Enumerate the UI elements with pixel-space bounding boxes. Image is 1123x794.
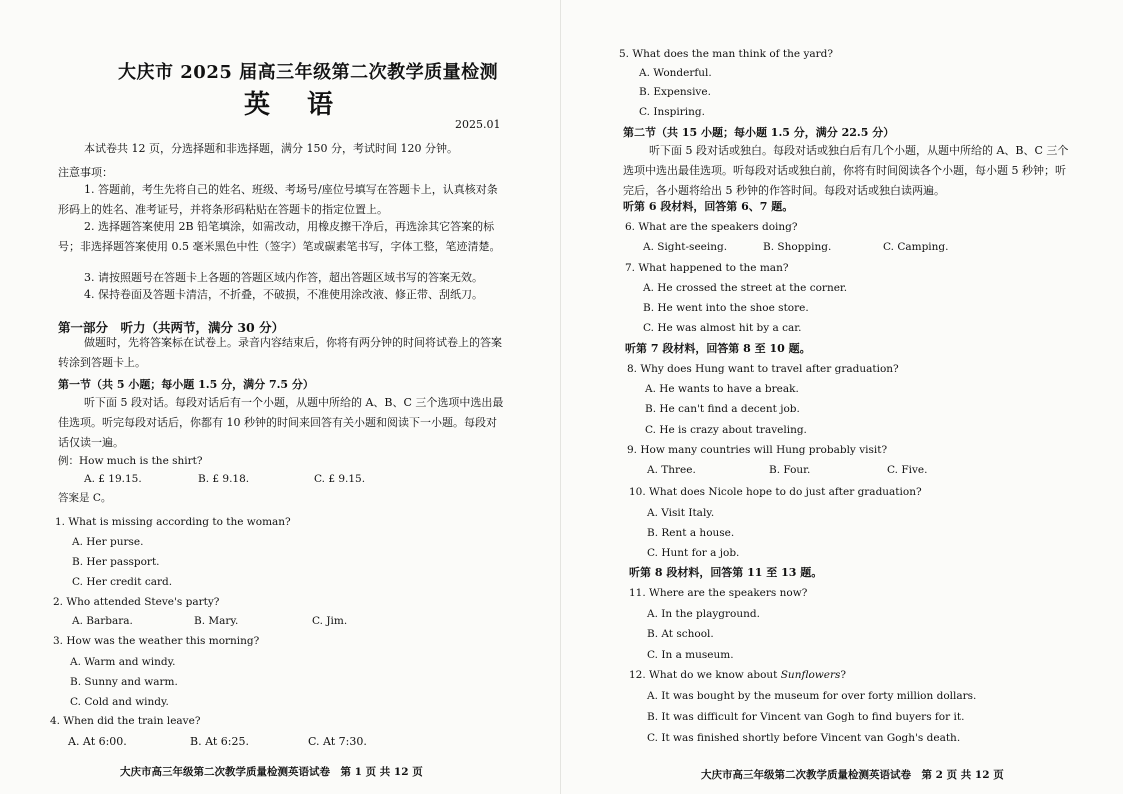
q10-option-b: B. Rent a house. [647,527,735,539]
q4-option-c: C. At 7:30. [308,735,367,748]
q8-option-b: B. He can't find a decent job. [645,403,800,415]
note-3: 3. 请按照题号在答题卡上各题的答题区域内作答，超出答题区域书写的答案无效。 [84,271,483,284]
q5-option-c: C. Inspiring. [639,106,705,118]
question-5: 5. What does the man think of the yard? [619,48,834,60]
question-6: 6. What are the speakers doing? [625,221,798,233]
question-8: 8. Why does Hung want to travel after graduation? [627,363,899,375]
q12-option-b: B. It was difficult for Vincent van Gogh to find buyers for it. [647,711,965,723]
q7-option-b: B. He went into the shoe store. [643,302,809,314]
q11-option-b: B. At school. [647,628,714,640]
note-1: 1. 答题前，考生先将自己的姓名、班级、考场号/座位号填写在答题卡上，认真核对条形码上的姓名、准考证号，并将条形码粘贴在答题卡的指定位置上。 [58,183,498,216]
q11-option-c: C. In a museum. [647,649,734,661]
question-3: 3. How was the weather this morning? [53,635,260,647]
page-1 [0,0,561,794]
exam-date: 2025.01 [455,118,501,131]
part1-desc: 做题时，先将答案标在试卷上。录音内容结束后，你将有两分钟的时间将试卷上的答案转涂到答题卡上。 [58,336,502,369]
q1-option-a: A. Her purse. [72,536,144,548]
question-11: 11. Where are the speakers now? [629,587,808,599]
q5-option-a: A. Wonderful. [639,67,712,79]
q2-option-a: A. Barbara. [72,615,133,627]
q4-option-b: B. At 6:25. [190,735,249,748]
q9-option-c: C. Five. [887,464,928,476]
q12-option-c: C. It was finished shortly before Vincent van Gogh's death. [647,732,961,744]
q9-option-b: B. Four. [769,464,811,476]
q11-option-a: A. In the playground. [647,608,760,620]
note-4: 4. 保持卷面及答题卡清洁，不折叠，不破损，不准使用涂改液、修正带、刮纸刀。 [84,288,483,301]
part1-title: 第一部分 听力（共两节，满分 30 分） [58,320,285,335]
q8-option-c: C. He is crazy about traveling. [645,424,807,436]
material-8-heading: 听第 8 段材料，回答第 11 至 13 题。 [629,566,823,579]
q8-option-a: A. He wants to have a break. [645,383,799,395]
section1-title: 第一节（共 5 小题；每小题 1.5 分，满分 7.5 分） [58,378,314,391]
q6-option-a: A. Sight-seeing. [643,241,728,253]
q12-text: 12. What do we know about [629,669,781,681]
exam-intro: 本试卷共 12 页，分选择题和非选择题，满分 150 分，考试时间 120 分钟。 [84,142,458,155]
q12-end: ? [840,669,847,681]
example-answer: 答案是 C。 [58,492,112,504]
question-10: 10. What does Nicole hope to do just after graduation? [629,486,922,498]
q3-option-c: C. Cold and windy. [70,696,169,708]
subject-heading: 英 语 [244,90,348,120]
section1-desc: 听下面 5 段对话。每段对话后有一个小题，从题中所给的 A、B、C 三个选项中选出最佳选项。听完每段对话后，你都有 10 秒钟的时间来回答有关小题和阅读下一小题。每段对话仅读一遍。 [58,396,504,449]
q6-option-b: B. Shopping. [763,241,832,253]
q10-option-a: A. Visit Italy. [647,507,715,519]
q6-option-c: C. Camping. [883,241,949,253]
page-footer: 大庆市高三年级第二次教学质量检测英语试卷 第 1 页 共 12 页 [120,766,423,778]
q9-option-a: A. Three. [647,464,696,476]
note-2: 2. 选择题答案使用 2B 铅笔填涂，如需改动，用橡皮擦干净后，再选涂其它答案的标号；非选择题答案使用 0.5 毫米黑色中性（签字）笔或碳素笔书写，字体工整，笔迹清楚。 [58,220,501,253]
example-option-c: C. £ 9.15. [314,473,366,485]
section2-title: 第二节（共 15 小题；每小题 1.5 分，满分 22.5 分） [623,126,895,139]
q12-painting-title: Sunflowers [780,669,841,681]
question-9: 9. How many countries will Hung probably visit? [627,444,888,456]
question-12 [629,668,846,682]
q3-option-a: A. Warm and windy. [70,656,176,668]
q5-option-b: B. Expensive. [639,86,711,98]
exam-title: 大庆市 2025 届高三年级第二次教学质量检测 [118,62,499,83]
question-7: 7. What happened to the man? [625,262,789,274]
question-2: 2. Who attended Steve's party? [53,596,220,608]
q3-option-b: B. Sunny and warm. [70,676,178,688]
q4-option-a: A. At 6:00. [68,735,127,748]
q2-option-b: B. Mary. [194,615,239,627]
material-6-heading: 听第 6 段材料，回答第 6、7 题。 [623,200,794,213]
q12-option-a: A. It was bought by the museum for over forty million dollars. [647,690,977,702]
page-footer: 大庆市高三年级第二次教学质量检测英语试卷 第 2 页 共 12 页 [701,769,1004,781]
page-2 [561,0,1123,794]
notes-title: 注意事项： [58,166,113,179]
question-4: 4. When did the train leave? [50,715,201,727]
q1-option-b: B. Her passport. [72,556,160,568]
q7-option-c: C. He was almost hit by a car. [643,322,802,334]
example-option-b: B. £ 9.18. [198,473,250,485]
section2-desc: 听下面 5 段对话或独白。每段对话或独白后有几个小题，从题中所给的 A、B、C 三个选项中选出最佳选项。听每段对话或独白前，你将有时间阅读各个小题，每小题 5 秒钟；听完后，各小题将给出 5 秒钟的作答时间。每段对话或独白读两遍。 [623,144,1069,197]
material-7-heading: 听第 7 段材料，回答第 8 至 10 题。 [625,342,811,355]
example-option-a: A. £ 19.15. [84,473,142,485]
q10-option-c: C. Hunt for a job. [647,547,740,559]
example-question: 例：How much is the shirt? [58,455,203,467]
q2-option-c: C. Jim. [312,615,348,627]
question-1: 1. What is missing according to the woman? [55,516,291,528]
q7-option-a: A. He crossed the street at the corner. [643,282,848,294]
q1-option-c: C. Her credit card. [72,576,173,588]
